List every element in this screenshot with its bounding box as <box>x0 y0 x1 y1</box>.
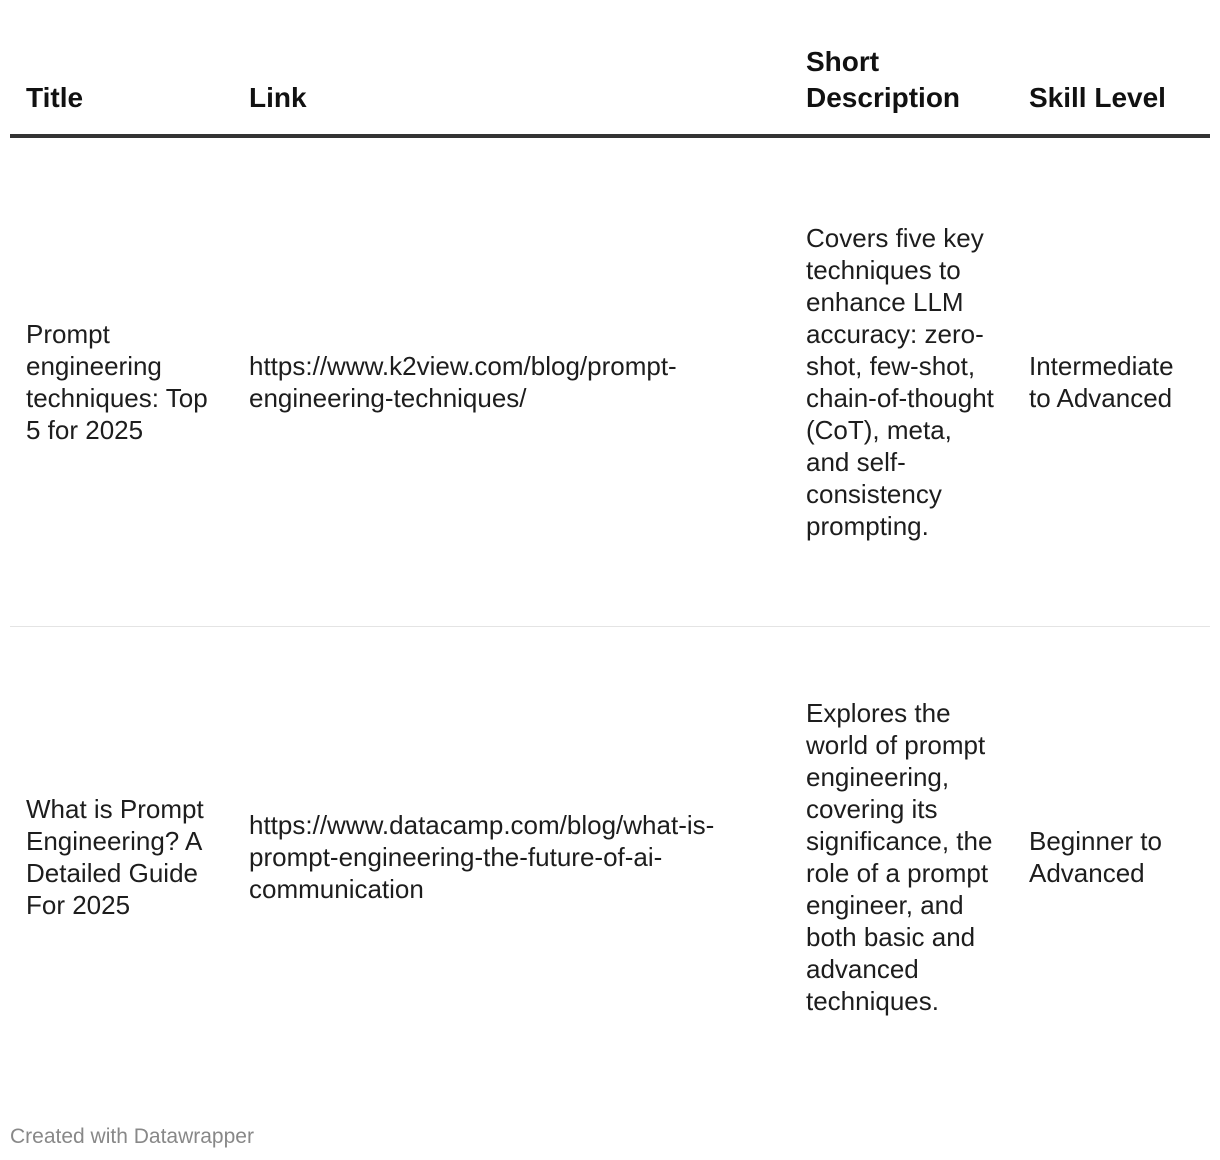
datawrapper-credit: Created with Datawrapper <box>10 1125 254 1148</box>
cell-skill-level: Beginner to Advanced <box>1029 826 1162 889</box>
table-row <box>10 136 1210 626</box>
cell-description: Covers five key techniques to enhance LLM accuracy: zero-shot, few-shot, chain-of-thought (CoT), meta, and self-consistency prompting. <box>790 136 1013 626</box>
column-header-link: Link <box>233 0 790 136</box>
table-header <box>10 0 1210 136</box>
column-header-short-description: Short Description <box>790 0 1013 136</box>
data-table-container <box>10 0 1210 1088</box>
cell-title: What is Prompt Engineering? A Detailed Guide For 2025 <box>26 794 204 921</box>
column-header-skill-level: Skill Level <box>1013 0 1210 136</box>
header-row <box>10 0 1210 136</box>
cell-title: Prompt engineering techniques: Top 5 for 2025 <box>10 136 233 626</box>
cell-description: Explores the world of prompt engineering, covering its significance, the role of a prompt engineer, and both basic and advanced techniques. <box>806 698 993 1017</box>
cell-skill-level: Intermediate to Advanced <box>1013 136 1210 626</box>
cell-link: https://www.datacamp.com/blog/what-is-prompt-engineering-the-future-of-ai-communication <box>249 810 715 905</box>
resources-table <box>10 0 1210 1088</box>
column-header-title: Title <box>10 0 233 136</box>
cell-link: https://www.k2view.com/blog/prompt-engineering-techniques/ <box>233 136 790 626</box>
table-body <box>10 136 1210 1088</box>
table-row <box>10 626 1210 1088</box>
